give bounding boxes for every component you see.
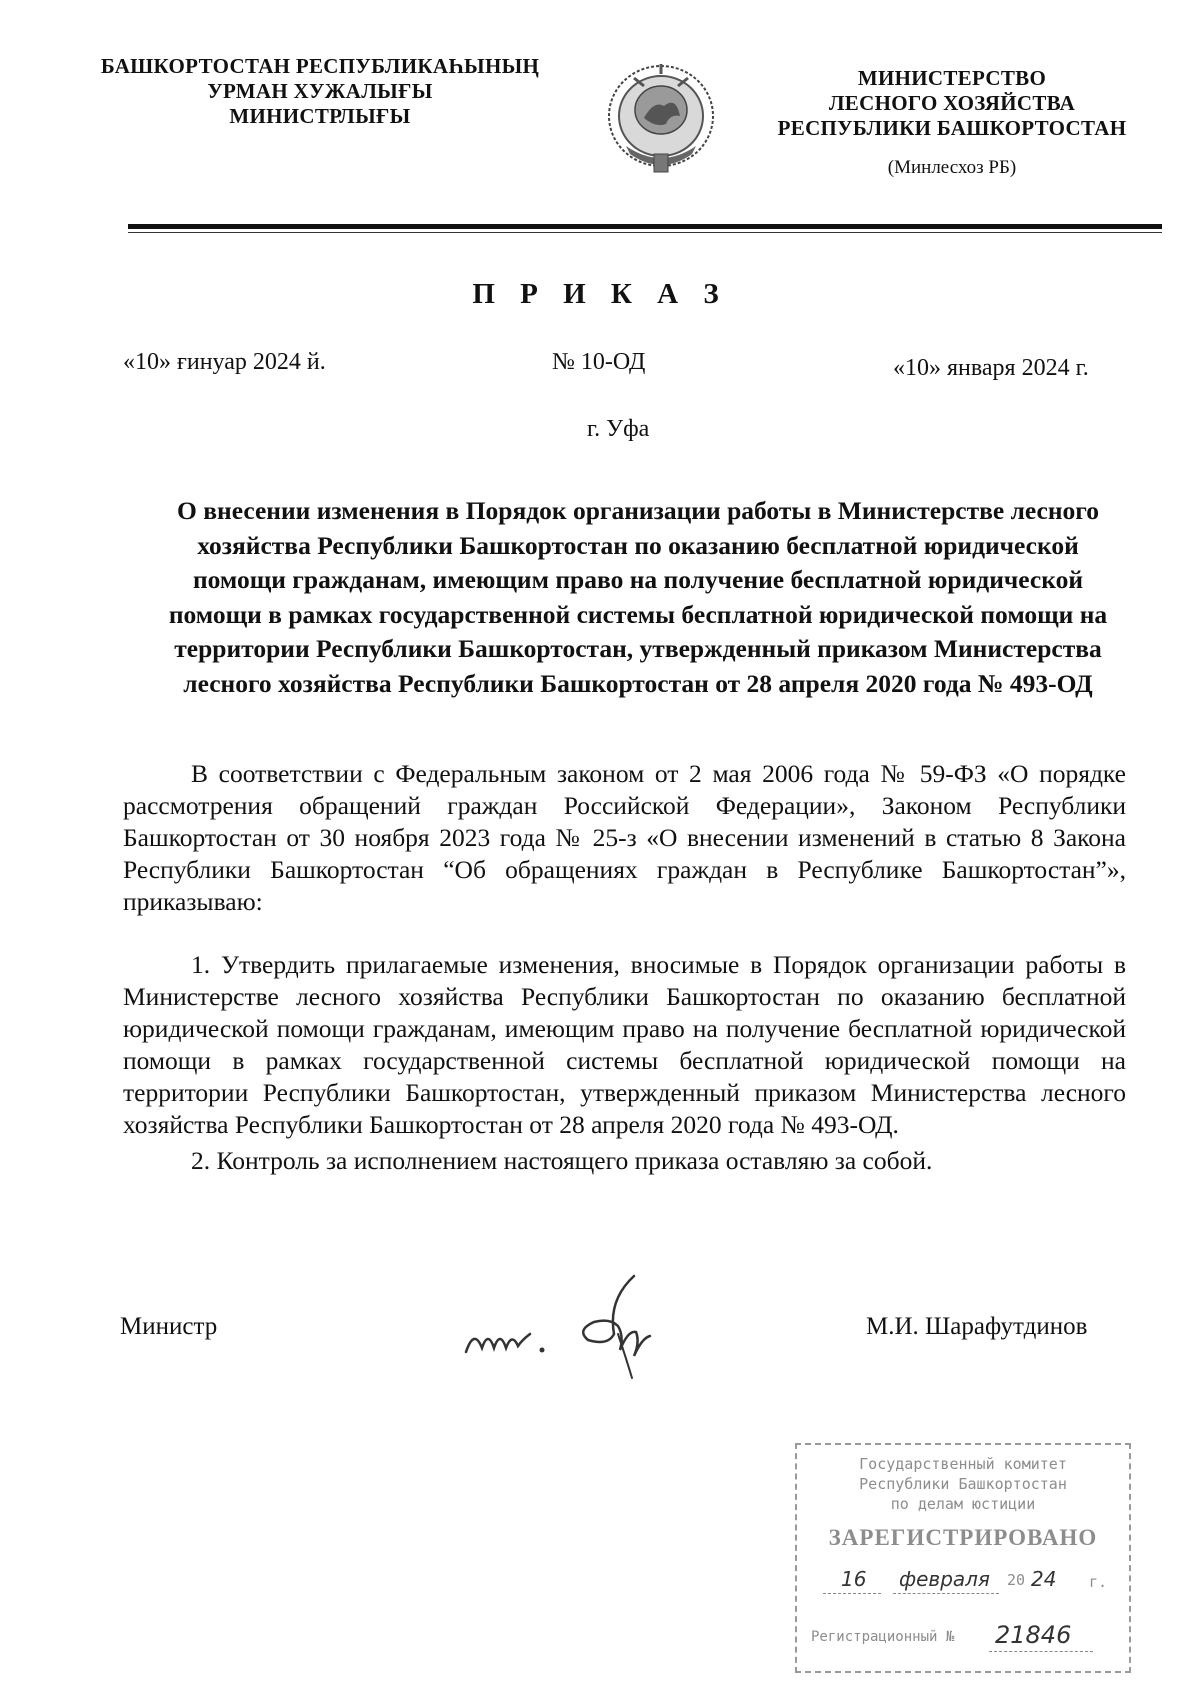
signature-position: Министр — [120, 1313, 218, 1340]
stamp-year: 24 — [1031, 1567, 1057, 1591]
header-left-line: УРМАН ХУЖАЛЫҒЫ — [207, 79, 433, 103]
stamp-line: по делам юстиции — [890, 1495, 1036, 1513]
registration-stamp — [795, 1443, 1131, 1673]
signatory-name: М.И. Шарафутдинов — [866, 1313, 1088, 1340]
stamp-day: 16 — [841, 1567, 867, 1591]
order-heading: О внесении изменения в Порядок организации работы в Министерстве лесного хозяйства Республики Башкортостан по оказанию бесплатной юридической помощи гражданам, имеющим право на получение бесплатной юридической помощи в рамках государственной системы бесплатной юридической помощи на территории Республики Башкортостан, утвержденный приказом Министерства лесного хозяйства Республики Башкортостан от 28 апреля 2020 года № 493-ОД — [168, 496, 1108, 698]
stamp-date-row — [819, 1565, 1119, 1599]
header-right-line: РЕСПУБЛИКИ БАШКОРТОСТАН — [777, 116, 1127, 140]
header-divider-thin — [128, 232, 1162, 233]
stamp-reg-label: Регистрационный № — [811, 1629, 955, 1645]
order-number: № 10-ОД — [552, 349, 646, 375]
stamp-year-prefix: 20 — [1007, 1571, 1026, 1589]
stamp-month: февраля — [899, 1567, 990, 1591]
stamp-line: Республики Башкортостан — [859, 1475, 1067, 1493]
stamp-reg-row — [811, 1621, 1121, 1653]
header-left-bashkir — [80, 54, 560, 129]
header-left-line: БАШКОРТОСТАН РЕСПУБЛИКАҺЫНЫҢ — [100, 54, 540, 78]
header-left-line: МИНИСТРЛЫҒЫ — [229, 104, 411, 128]
order-body-items — [123, 949, 1126, 1177]
preamble-paragraph: В соответствии с Федеральным законом от 2 мая 2006 года № 59-ФЗ «О порядке рассмотрения обращений граждан Российской Федерации», Законом Республики Башкортостан от 30 ноября 2023 года № 25-з «О внесении изменений в статью 8 Закона Республики Башкортостан “Об обращениях граждан в Республике Башкортостан”», приказываю: — [123, 759, 1126, 916]
order-body-preamble — [123, 758, 1126, 918]
stamp-registered: ЗАРЕГИСТРИРОВАНО — [828, 1525, 1098, 1550]
stamp-day-underline — [823, 1593, 881, 1594]
date-russian: «10» января 2024 г. — [893, 355, 1089, 381]
header-divider-thick — [128, 224, 1162, 229]
item-2-paragraph: 2. Контроль за исполнением настоящего приказа оставляю за собой. — [191, 1146, 933, 1175]
header-right-russian — [742, 66, 1162, 141]
stamp-year-suffix: г. — [1089, 1573, 1108, 1591]
ministry-abbreviation: (Минлесхоз РБ) — [887, 157, 1017, 178]
coat-of-arms-emblem — [604, 58, 718, 184]
stamp-reg-underline — [989, 1651, 1093, 1652]
header-right-line: ЛЕСНОГО ХОЗЯЙСТВА — [828, 91, 1076, 115]
stamp-month-underline — [893, 1593, 999, 1594]
stamp-reg-number: 21846 — [995, 1621, 1072, 1649]
document-title: П Р И К А З — [472, 278, 728, 310]
header-right-line: МИНИСТЕРСТВО — [857, 66, 1047, 90]
item-1-paragraph: 1. Утвердить прилагаемые изменения, вносимые в Порядок организации работы в Министерстве лесного хозяйства Республики Башкортостан по оказанию бесплатной юридической помощи гражданам, имеющим право на получение бесплатной юридической помощи в рамках государственной системы бесплатной юридической помощи на территории Республики Башкортостан, утвержденный приказом Министерства лесного хозяйства Республики Башкортостан от 28 апреля 2020 года № 493-ОД. — [123, 950, 1126, 1139]
date-bashkir: «10» ғинуар 2024 й. — [123, 349, 326, 375]
stamp-line: Государственный комитет — [859, 1455, 1067, 1473]
handwritten-signature — [458, 1270, 668, 1380]
city: г. Уфа — [587, 416, 650, 442]
